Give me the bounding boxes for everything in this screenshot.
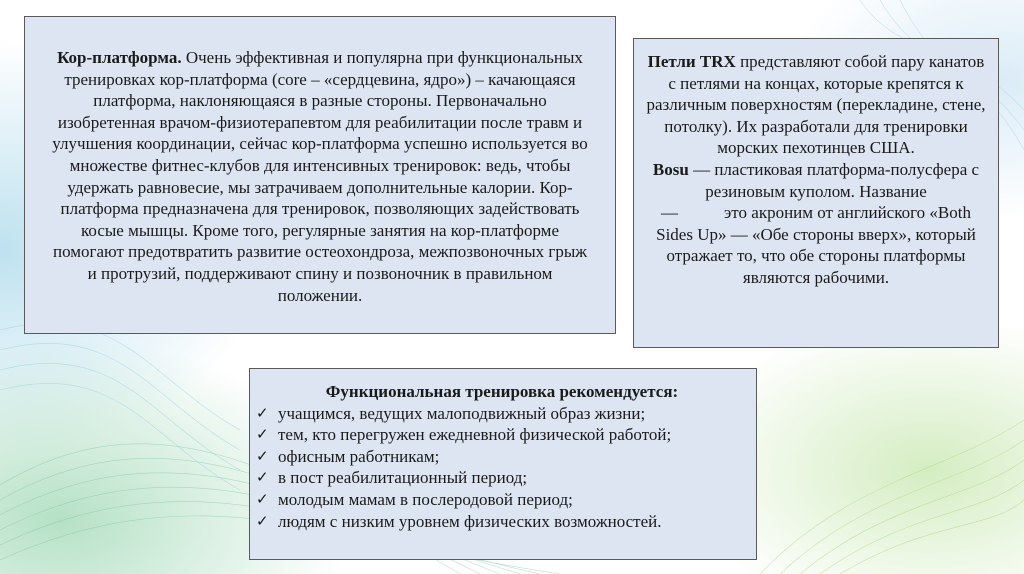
bosu-title: Bosu (652, 159, 689, 179)
list-item-text: молодым мамам в послеродовой период; (278, 489, 573, 509)
list-item (256, 446, 748, 468)
trx-title: Петли TRX (647, 52, 736, 71)
list-item (256, 403, 748, 425)
list-item-text: учащимся, ведущих малоподвижный образ жизни; (278, 403, 646, 423)
core-platform-text: Очень эффективная и популярна при функциональных тренировках кор-платформа (core – «сердцевина, ядро») – качающаяся платформа, наклоняющаяся в разные стороны. Первоначально изобретенная врачом-физиотерапевтом для реабилитации после травм и улучшения координации, сейчас кор-платформа успешно используется во множестве фитнес-клубов для интенсивных тренировок: ведь, чтобы удержать равновесие, мы затрачиваем дополнительные калории. Кор-платформа предназначена для тренировок, позволяющих задействовать косые мышцы. Кроме того, регулярные занятия на кор-платформе помогают предотвратить развитие остеохондроза, межпозвоночных грыж и протрузий, поддерживают спину и позвоночник в правильном положении. (52, 48, 588, 305)
functional-training-box (249, 368, 757, 560)
check-mark-icon: ✓ (256, 425, 269, 444)
trx-text: представляют собой пару канатов с петлями на концах, которые крепятся к различным поверхностям (перекладине, стене, потолку). Их разработали для тренировки морских пехотинцев США. (646, 52, 986, 158)
list-item (256, 467, 748, 489)
core-platform-box (24, 16, 616, 334)
list-item (256, 424, 748, 446)
check-mark-icon: ✓ (256, 468, 269, 487)
list-item (256, 489, 748, 511)
bosu-dash: — (661, 203, 679, 223)
core-platform-title: Кор-платформа. (57, 48, 182, 67)
functional-title: Функциональная тренировка рекомендуется: (325, 382, 679, 401)
bosu-text: — пластиковая платформа-полусфера с резиновым куполом. Название (693, 159, 980, 201)
check-mark-icon: ✓ (256, 511, 269, 530)
list-item-text: офисным работникам; (278, 446, 440, 466)
list-item-text: в пост реабилитационный период; (278, 468, 528, 488)
list-item-text: людям с низким уровнем физических возможностей. (278, 511, 662, 531)
list-item (256, 511, 748, 533)
check-mark-icon: ✓ (256, 489, 269, 508)
check-mark-icon: ✓ (256, 446, 269, 465)
trx-bosu-box (633, 38, 999, 348)
bosu-text-2: это акроним от английского «Both Sides Up» — «Обе стороны вверх», который отражает то, что обе стороны платформы являются рабочими. (656, 203, 976, 287)
recommendation-list (256, 403, 748, 533)
list-item-text: тем, кто перегружен ежедневной физической работой; (278, 425, 672, 445)
check-mark-icon: ✓ (256, 403, 269, 422)
